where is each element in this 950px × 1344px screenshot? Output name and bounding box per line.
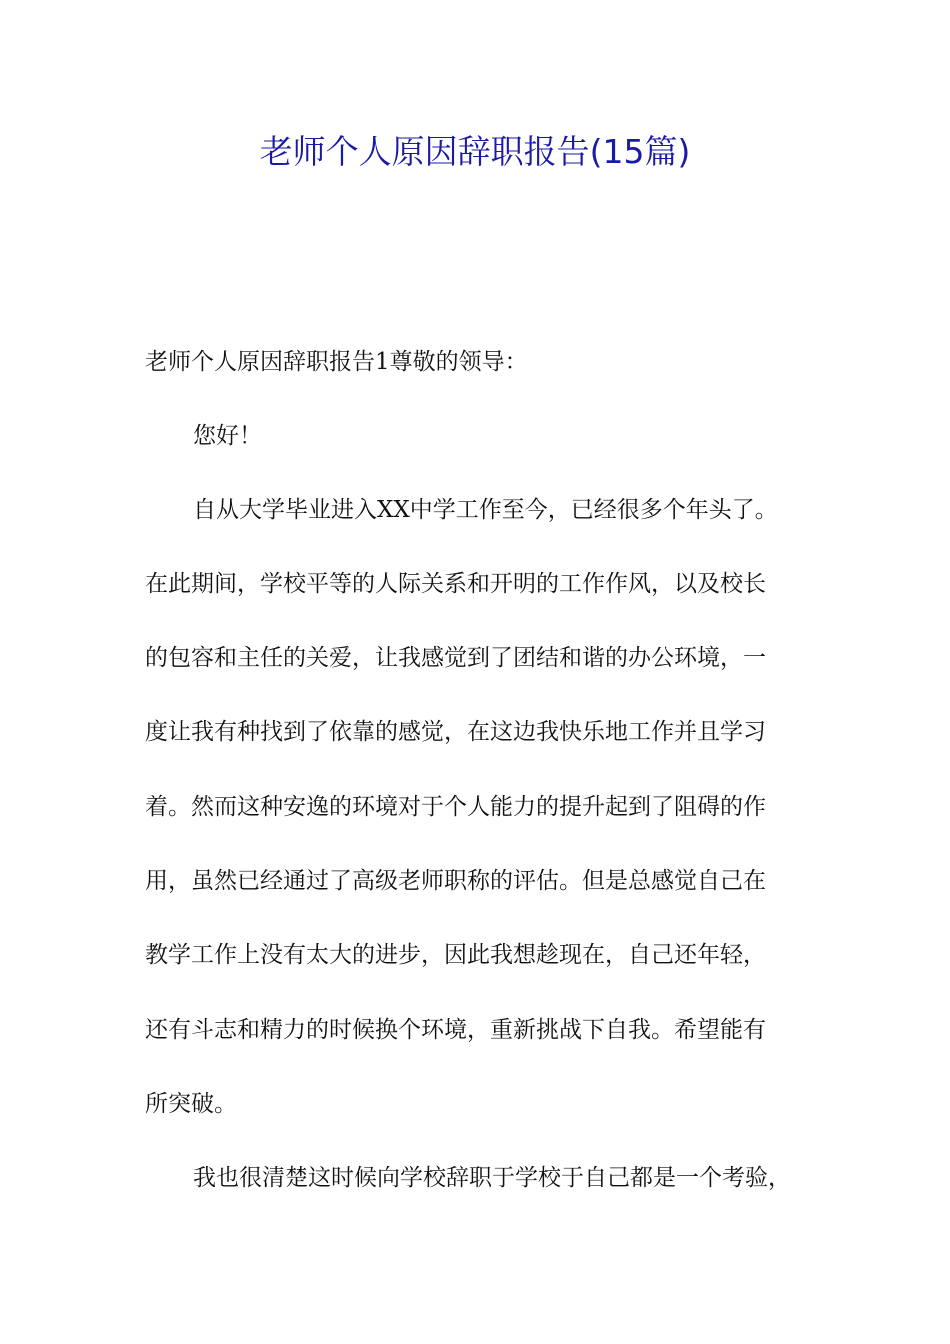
paragraph-line: 还有斗志和精力的时候换个环境，重新挑战下自我。希望能有 (145, 1017, 766, 1043)
paragraph-line: 您好！ (193, 423, 262, 449)
paragraph-line: 用，虽然已经通过了高级老师职称的评估。但是总感觉自己在 (145, 868, 766, 894)
paragraph-line: 的包容和主任的关爱，让我感觉到了团结和谐的办公环境，一 (145, 645, 766, 671)
paragraph-line: 所突破。 (145, 1091, 237, 1117)
paragraph-line: 在此期间，学校平等的人际关系和开明的工作作风，以及校长 (145, 571, 766, 597)
paragraph-line: 我也很清楚这时候向学校辞职于学校于自己都是一个考验， (193, 1165, 791, 1191)
document-title: 老师个人原因辞职报告(15篇) (259, 132, 691, 171)
paragraph-line: 教学工作上没有太大的进步，因此我想趁现在，自己还年轻， (145, 942, 766, 968)
paragraph-line: 度让我有种找到了依靠的感觉，在这边我快乐地工作并且学习 (145, 719, 766, 745)
paragraph-line: 着。然而这种安逸的环境对于个人能力的提升起到了阻碍的作 (145, 794, 766, 820)
paragraph-line: 老师个人原因辞职报告1尊敬的领导： (145, 349, 528, 375)
paragraph-line: 自从大学毕业进入XX中学工作至今，已经很多个年头了。 (193, 497, 778, 523)
